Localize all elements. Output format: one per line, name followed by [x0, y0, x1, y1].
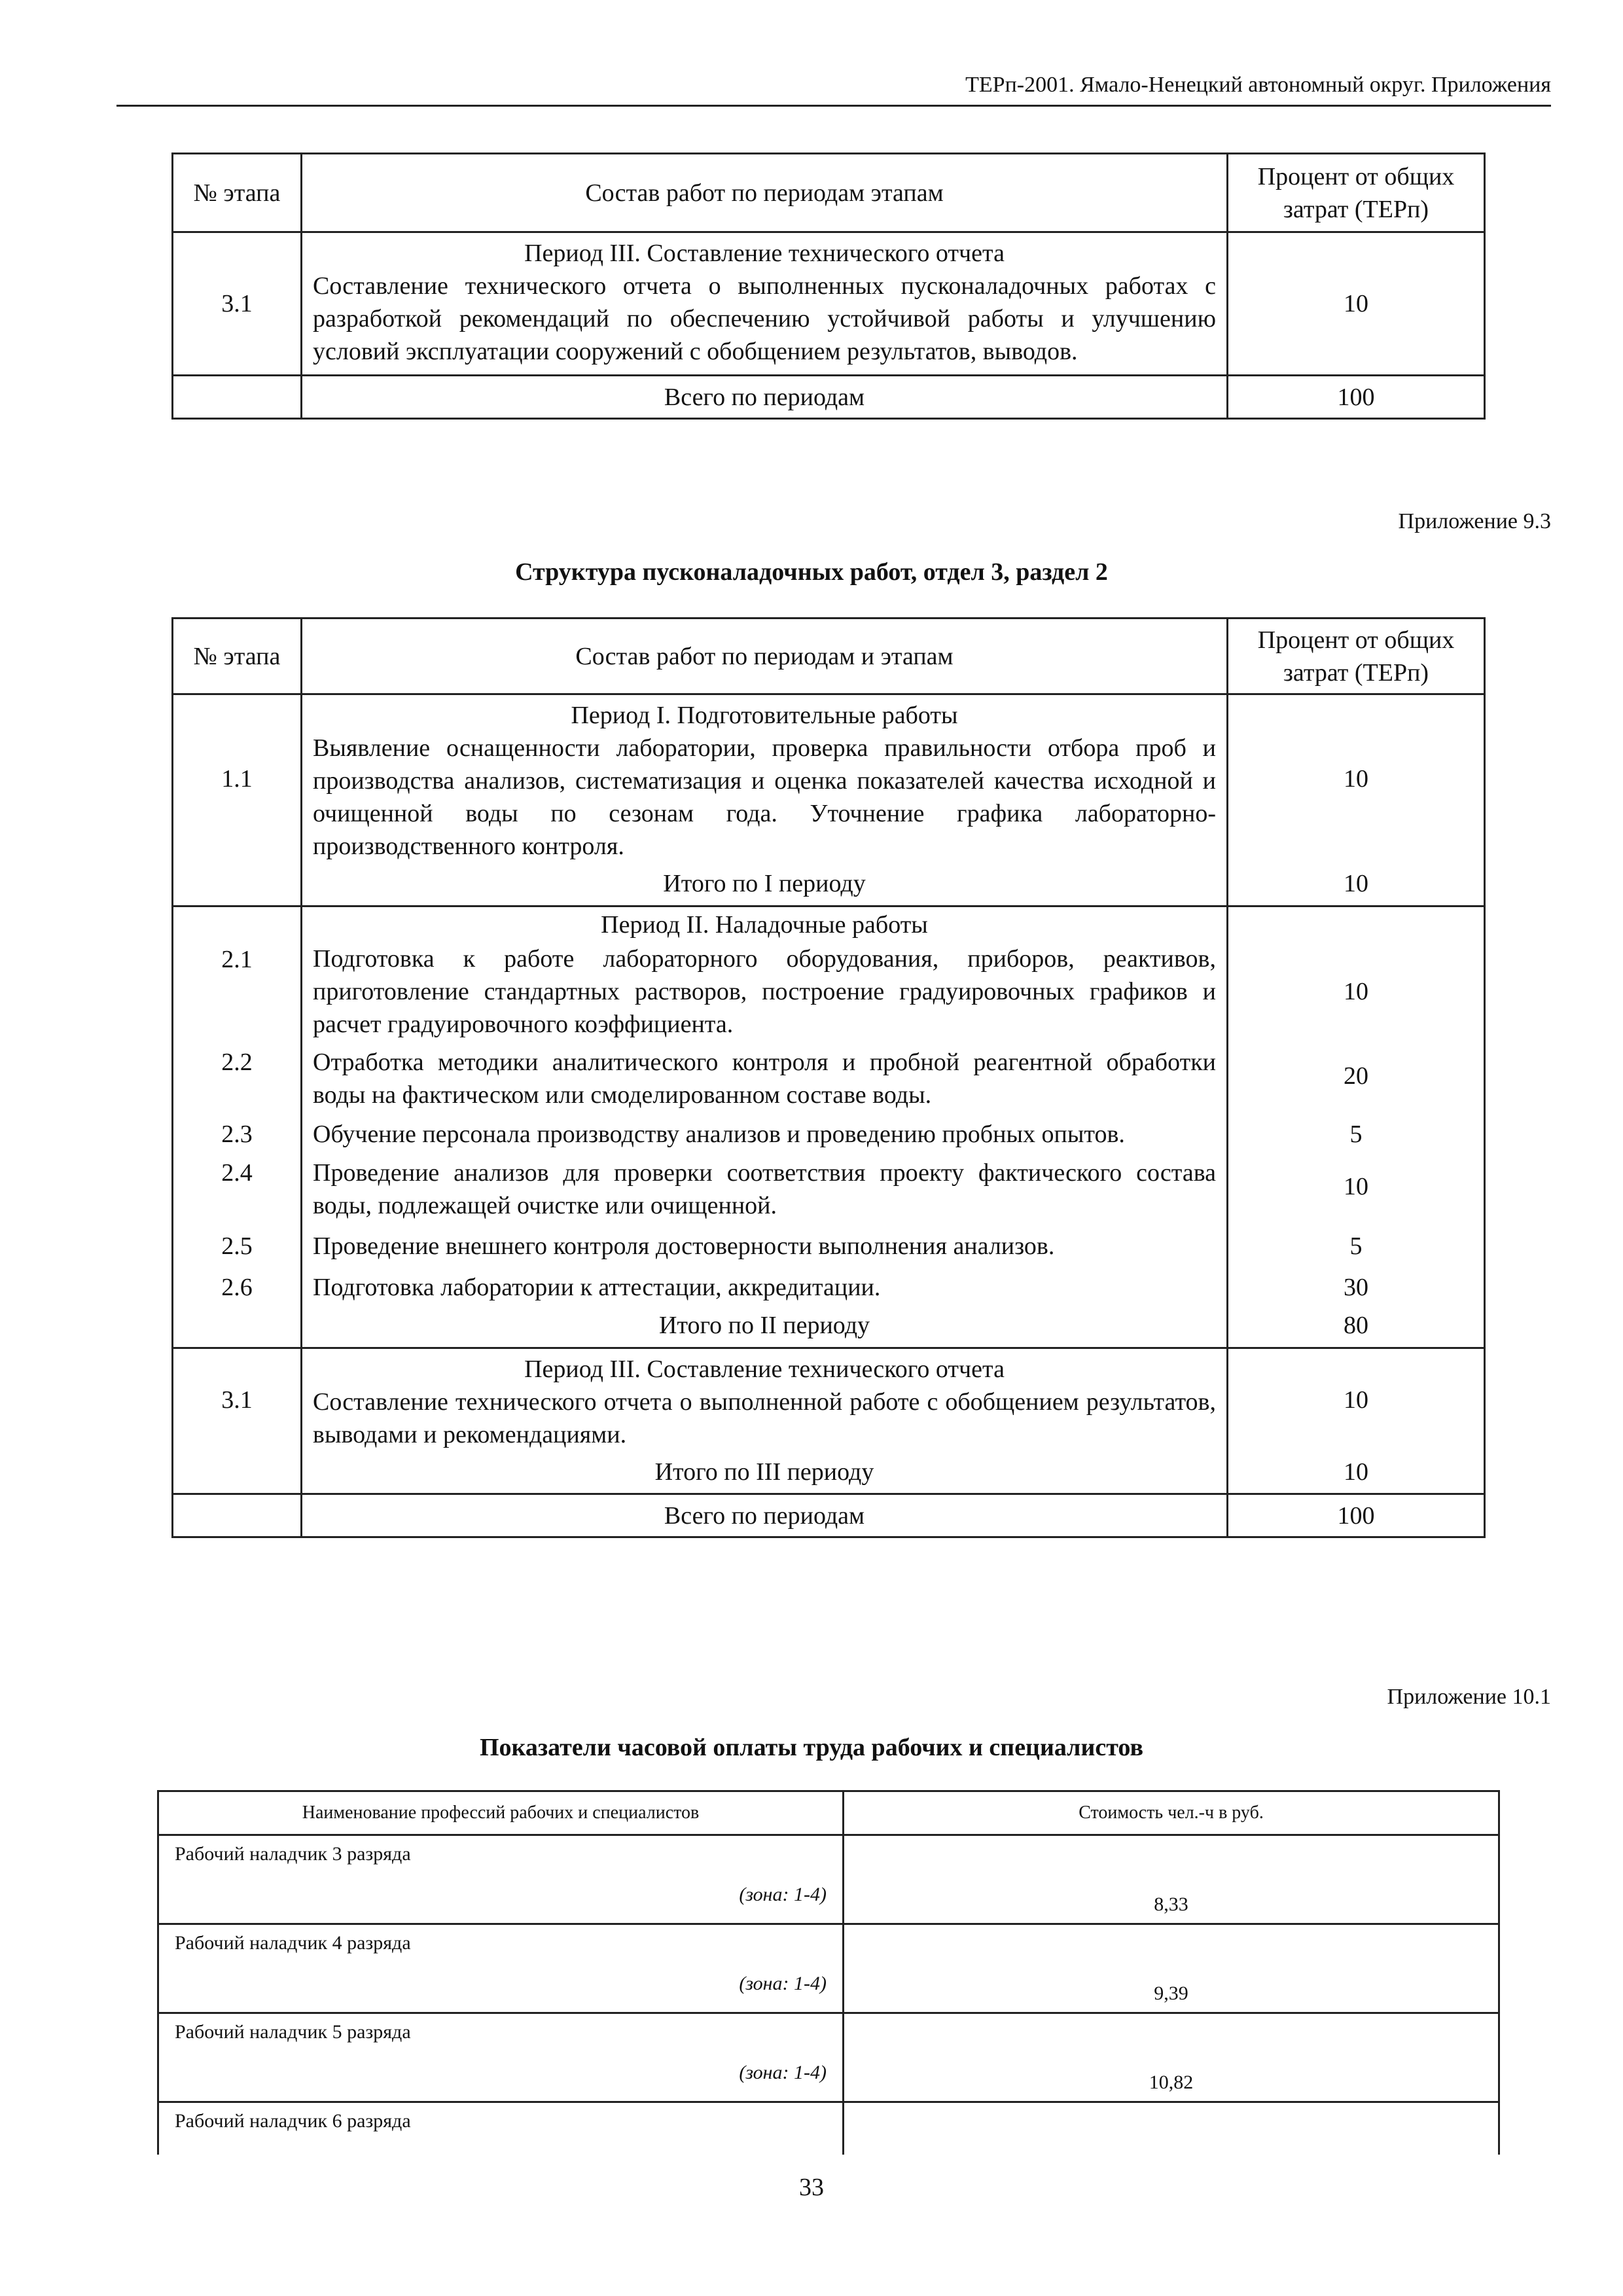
stage-number: 1.1	[221, 765, 253, 793]
stage-percent: 20	[1228, 1041, 1485, 1111]
profession-cell	[158, 2013, 844, 2102]
zone-label: (зона: 1-4)	[739, 2062, 827, 2083]
stage-description-cell	[302, 694, 1228, 863]
stage-description	[302, 1041, 1228, 1111]
subtotal-value: 10	[1228, 863, 1485, 906]
section-title: Показатели часовой оплаты труда рабочих и специалистов	[479, 1734, 1143, 1761]
section-title: Структура пусконаладочных работ, отдел 3, раздел 2	[515, 558, 1108, 586]
profession-cell	[158, 1924, 844, 2013]
stage-table	[171, 617, 1486, 1538]
profession-name: Рабочий наладчик 4 разряда	[175, 1932, 411, 1954]
col-header-profession: Наименование профессий рабочих и специалистов	[158, 1791, 844, 1835]
profession-name: Рабочий наладчик 3 разряда	[175, 1843, 411, 1865]
empty-cell	[173, 1304, 302, 1348]
cost-value: 8,33	[844, 1835, 1499, 1924]
cost-value: 9,39	[844, 1924, 1499, 2013]
running-title: ТЕРп-2001. Ямало-Ненецкий автономный округ. Приложения	[965, 73, 1551, 97]
col-header-percent: Процент от общих затрат (ТЕРп)	[1228, 619, 1485, 694]
profession-name: Рабочий наладчик 6 разряда	[175, 2110, 411, 2132]
col-header-percent: Процент от общих затрат (ТЕРп)	[1228, 154, 1485, 232]
stage-number: 2.3	[173, 1111, 302, 1151]
empty-cell	[173, 863, 302, 906]
grand-total-label: Всего по периодам	[302, 1494, 1228, 1537]
stage-number-cell	[173, 232, 302, 376]
stage-percent: 5	[1228, 1111, 1485, 1151]
stage-number: 2.2	[173, 1041, 302, 1111]
profession-cell	[158, 1835, 844, 1924]
stage-description	[302, 1263, 1228, 1304]
table-row	[158, 2102, 1499, 2155]
zone-label: (зона: 1-4)	[739, 1884, 827, 1905]
subtotal-label: Итого по III периоду	[302, 1451, 1228, 1494]
stage-description: Составление технического отчета о выполненной работе с обобщением результатов, выводами и рекомендациями.	[313, 1388, 1216, 1448]
annex-label: Приложение 9.3	[1398, 509, 1551, 533]
col-header-cost: Стоимость чел.-ч в руб.	[844, 1791, 1499, 1835]
subtotal-label: Итого по II периоду	[302, 1304, 1228, 1348]
profession-name: Рабочий наладчик 5 разряда	[175, 2021, 411, 2043]
stage-number: 2.6	[173, 1263, 302, 1304]
period-heading: Период II. Наладочные работы	[601, 910, 928, 939]
stage-percent: 10	[1228, 232, 1485, 376]
grand-total-value: 100	[1228, 1494, 1485, 1537]
period-heading: Период I. Подготовительные работы	[571, 702, 958, 729]
col-header-work-composition: Состав работ по периодам этапам	[302, 154, 1228, 232]
hourly-rate-table	[157, 1790, 1500, 2155]
grand-total-value: 100	[1228, 376, 1485, 419]
stage-description: Выявление оснащенности лаборатории, проверка правильности отбора проб и производства анализов, систематизация и оценка показателей качества исходной и очищенной воды по сезонам года. Уточнение графика лабораторно-производственного контроля.	[313, 734, 1216, 860]
empty-cell	[1228, 906, 1485, 942]
stage-description-text: Проведение внешнего контроля достоверности выполнения анализов.	[313, 1232, 1055, 1260]
annex-label: Приложение 10.1	[1387, 1685, 1551, 1709]
stage-description-text: Проведение анализов для проверки соответствия проекту фактического состава воды, подлежащей очистке или очищенной.	[313, 1159, 1216, 1219]
page-number: 33	[799, 2174, 824, 2201]
subtotal-label: Итого по I периоду	[302, 863, 1228, 906]
stage-number: 3.1	[221, 290, 253, 317]
stage-description: Составление технического отчета о выполненных пусконаладочных работах с разработкой рекомендаций по обеспечению устойчивой работы и улучшению условий эксплуатации сооружений с обобщением результатов, выводов.	[313, 272, 1216, 365]
stage-description-cell	[302, 1348, 1228, 1451]
table-row	[158, 1835, 1499, 1924]
subtotal-value: 10	[1228, 1451, 1485, 1494]
stage-description-text: Обучение персонала производству анализов и проведению пробных опытов.	[313, 1121, 1125, 1148]
stage-percent: 10	[1228, 694, 1485, 863]
stage-number: 2.5	[173, 1222, 302, 1263]
col-header-stage-number: № этапа	[173, 619, 302, 694]
empty-cell	[173, 1451, 302, 1494]
stage-percent: 30	[1228, 1263, 1485, 1304]
col-header-stage-number: № этапа	[173, 154, 302, 232]
zone-label: (зона: 1-4)	[739, 1973, 827, 1994]
profession-cell	[158, 2102, 844, 2155]
period-heading: Период III. Составление технического отчета	[524, 240, 1005, 267]
stage-percent: 5	[1228, 1222, 1485, 1263]
stage-percent: 10	[1228, 1348, 1485, 1451]
stage-description-text: Подготовка к работе лабораторного оборудования, приборов, реактивов, приготовление стандартных растворов, построение градуировочных графиков и расчет градуировочного коэффициента.	[313, 945, 1216, 1038]
stage-description	[302, 1111, 1228, 1151]
grand-total-label: Всего по периодам	[302, 376, 1228, 419]
period-heading-cell	[302, 906, 1228, 942]
stage-description	[302, 1222, 1228, 1263]
subtotal-value: 80	[1228, 1304, 1485, 1348]
table-row	[158, 1924, 1499, 2013]
stage-number: 3.1	[221, 1386, 253, 1414]
empty-cell	[173, 1494, 302, 1537]
stage-description-text: Отработка методики аналитического контроля и пробной реагентной обработки воды на фактическом или смоделированном составе воды.	[313, 1049, 1216, 1109]
cost-value: 10,82	[844, 2013, 1499, 2102]
running-header	[116, 72, 1551, 107]
stage-description	[302, 942, 1228, 1041]
stage-number: 2.4	[173, 1151, 302, 1222]
col-header-work-composition: Состав работ по периодам и этапам	[302, 619, 1228, 694]
table-row	[158, 2013, 1499, 2102]
stage-number-cell	[173, 694, 302, 863]
period-heading: Период III. Составление технического отчета	[524, 1355, 1005, 1383]
stage-table-continued	[171, 152, 1486, 420]
stage-number: 2.1	[173, 942, 302, 1041]
stage-description	[302, 1151, 1228, 1222]
stage-description-text: Подготовка лаборатории к аттестации, аккредитации.	[313, 1274, 881, 1301]
empty-cell	[173, 376, 302, 419]
empty-cell	[173, 906, 302, 942]
stage-percent: 10	[1228, 942, 1485, 1041]
stage-description-cell	[302, 232, 1228, 376]
stage-number-cell	[173, 1348, 302, 1451]
stage-percent: 10	[1228, 1151, 1485, 1222]
cost-value	[844, 2102, 1499, 2155]
